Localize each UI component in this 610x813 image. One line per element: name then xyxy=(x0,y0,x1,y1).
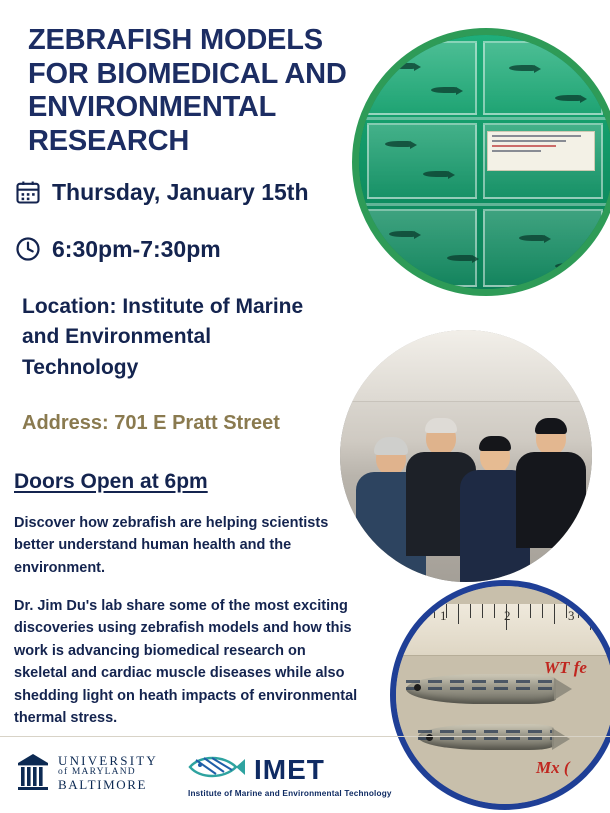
page-title: ZEBRAFISH MODELS FOR BIOMEDICAL AND ENVIRONMENTAL RESEARCH xyxy=(28,24,347,157)
photo-background xyxy=(340,330,592,582)
ruler-illustration xyxy=(396,586,610,804)
tank-box xyxy=(367,41,477,115)
event-time-row xyxy=(14,235,221,263)
fish-label-wt: WT fe xyxy=(544,658,587,677)
ruler-number: 1 xyxy=(440,608,447,623)
zebrafish-mutant xyxy=(418,724,554,750)
event-address: Address: 701 E Pratt Street xyxy=(22,412,280,434)
imet-subtitle: Institute of Marine and Environmental Technology xyxy=(188,789,392,798)
fish-silhouette xyxy=(431,87,457,93)
imet-fish-icon xyxy=(186,752,246,787)
fish-silhouette xyxy=(509,65,535,71)
tank-label-card xyxy=(487,131,595,171)
person-4 xyxy=(516,421,586,548)
fish-silhouette xyxy=(389,231,415,237)
event-location: Location: Institute of Marine and Environmental Technology xyxy=(22,295,304,379)
event-date-text: Thursday, January 15th xyxy=(52,178,309,205)
fish-silhouette xyxy=(519,235,545,241)
clock-icon xyxy=(14,235,42,263)
umb-logo xyxy=(16,752,158,794)
fish-silhouette xyxy=(385,141,411,147)
tank-illustration xyxy=(359,35,610,289)
event-date-row xyxy=(14,178,309,206)
tank-shelf xyxy=(359,117,610,120)
ceiling xyxy=(340,330,592,402)
description-paragraph-1: Discover how zebrafish are helping scientists better understand human health and the environment. xyxy=(14,515,329,576)
tank-box xyxy=(367,123,477,199)
umb-line-2: of MARYLAND xyxy=(58,767,136,778)
tank-shelf xyxy=(359,203,610,206)
footer-divider xyxy=(0,736,610,737)
fish-silhouette xyxy=(447,255,473,261)
tank-box xyxy=(483,41,603,115)
imet-logo-top xyxy=(186,752,392,787)
fish-silhouette xyxy=(389,63,415,69)
zebrafish-ruler-photo xyxy=(390,580,610,810)
umb-line-1: UNIVERSITY xyxy=(58,753,158,769)
umb-wordmark xyxy=(58,754,158,791)
description-paragraph-2: Dr. Jim Du's lab share some of the most exciting discoveries using zebrafish models and how this work is advancing biomedical research on skeletal and cardiac muscle diseases while also shedding light on heath impacts of environmental thermal stress. xyxy=(14,598,358,727)
research-team-photo xyxy=(340,330,592,582)
fish-silhouette xyxy=(423,171,449,177)
doors-open-note: Doors Open at 6pm xyxy=(14,470,208,493)
fish-silhouette xyxy=(555,263,581,269)
imet-logo xyxy=(186,752,392,798)
umb-line-3: BALTIMORE xyxy=(58,776,148,792)
zebrafish-wild-type xyxy=(406,674,556,704)
event-time-text: 6:30pm-7:30pm xyxy=(52,235,221,262)
ruler-number: 2 xyxy=(504,608,511,623)
ruler-number: 3 xyxy=(568,608,575,623)
calendar-icon xyxy=(14,178,42,206)
umb-seal-icon xyxy=(16,752,50,794)
fish-label-mx: Mx ( xyxy=(536,758,570,777)
tank-box xyxy=(483,209,603,287)
imet-wordmark: IMET xyxy=(254,753,325,785)
fish-silhouette xyxy=(555,95,581,101)
zebrafish-tank-photo xyxy=(352,28,610,296)
tank-box xyxy=(367,209,477,287)
